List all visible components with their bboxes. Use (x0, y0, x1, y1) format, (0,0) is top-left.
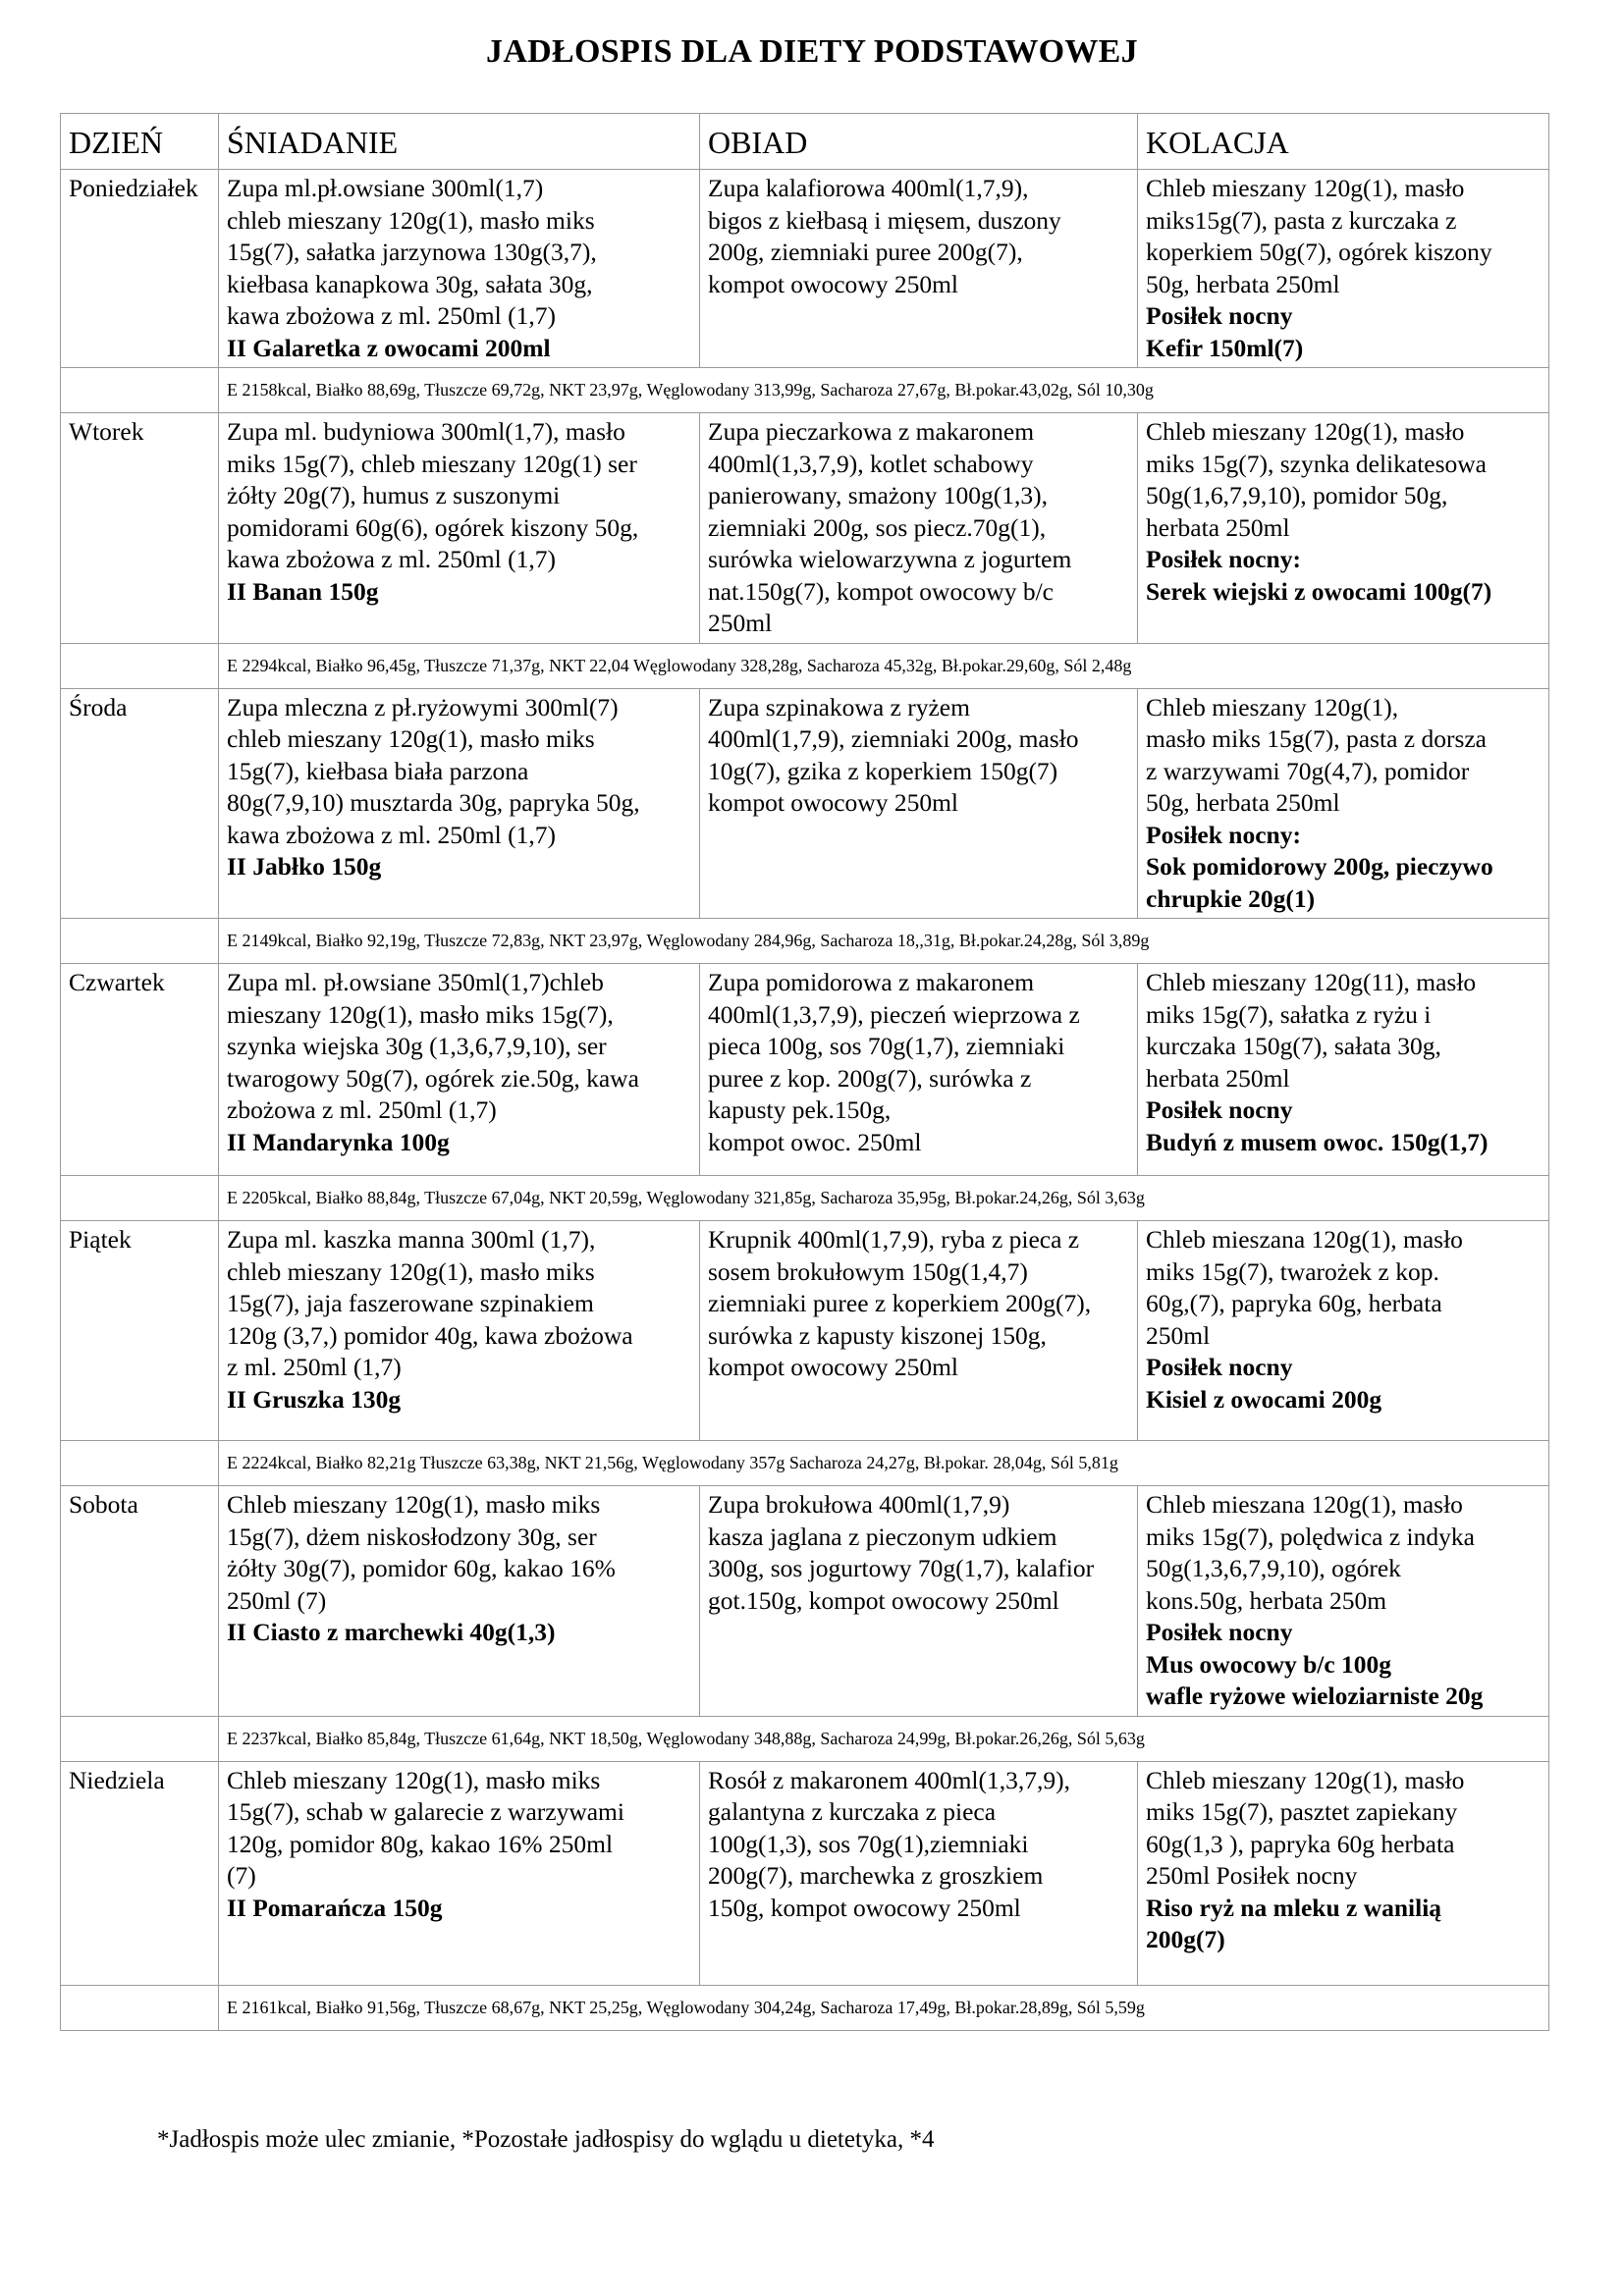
nutrition-row (61, 919, 1549, 964)
dinner-line: Riso ryż na mleku z wanilią (1146, 1893, 1442, 1922)
day-name: Wtorek (61, 413, 219, 644)
dinner-line: Chleb mieszany 120g(1), masło (1146, 174, 1465, 202)
dinner-line: 50g, herbata 250ml (1146, 269, 1340, 298)
breakfast-cell (219, 1761, 700, 1985)
lunch-line: kompot owocowy 250ml (708, 788, 958, 817)
lunch-line: Rosół z makaronem 400ml(1,3,7,9), (708, 1765, 1070, 1794)
header-breakfast: ŚNIADANIE (219, 114, 700, 170)
dinner-line: Posiłek nocny (1146, 1095, 1293, 1124)
dinner-line: 60g(1,3 ), papryka 60g herbata (1146, 1829, 1455, 1858)
footer-note: *Jadłospis może ulec zmianie, *Pozostałe jadłospisy do wglądu u dietetyka, *4 (157, 2126, 935, 2153)
page-title: JADŁOSPIS DLA DIETY PODSTAWOWEJ (486, 33, 1138, 70)
breakfast-cell (219, 413, 700, 644)
nutrition-spacer (61, 1176, 219, 1221)
dinner-cell (1138, 964, 1549, 1176)
lunch-line: surówka z kapusty kiszonej 150g, (708, 1320, 1047, 1350)
breakfast-cell (219, 688, 700, 919)
dinner-line: 60g,(7), papryka 60g, herbata (1146, 1289, 1442, 1317)
lunch-line: kompot owoc. 250ml (708, 1127, 922, 1156)
day-name: Środa (61, 688, 219, 919)
lunch-line: kompot owocowy 250ml (708, 1353, 958, 1381)
dinner-line: Posiłek nocny (1146, 1618, 1293, 1646)
dinner-line: kurczaka 150g(7), sałata 30g, (1146, 1032, 1441, 1060)
dinner-line: Chleb mieszany 120g(11), masło (1146, 968, 1477, 996)
dinner-line: Posiłek nocny (1146, 301, 1293, 330)
breakfast-line: 15g(7), schab w galarecie z warzywami (227, 1797, 624, 1826)
nutrition-summary: E 2205kcal, Białko 88,84g, Tłuszcze 67,04g, NKT 20,59g, Węglowodany 321,85g, Sacharoza 35,95g, Bł.pokar.24,26g, Sól 3,63g (219, 1176, 1549, 1221)
breakfast-line: kawa zbożowa z ml. 250ml (1,7) (227, 820, 556, 849)
dinner-line: Budyń z musem owoc. 150g(1,7) (1146, 1127, 1489, 1156)
breakfast-line: kiełbasa kanapkowa 30g, sałata 30g, (227, 269, 593, 298)
lunch-line: bigos z kiełbasą i mięsem, duszony (708, 205, 1061, 235)
nutrition-summary: E 2149kcal, Białko 92,19g, Tłuszcze 72,83g, NKT 23,97g, Węglowodany 284,96g, Sacharoza 18,,31g, Bł.pokar.24,28g, Sól 3,89g (219, 919, 1549, 964)
breakfast-line: Zupa ml. kaszka manna 300ml (1,7), (227, 1225, 596, 1254)
breakfast-line: 15g(7), jaja faszerowane szpinakiem (227, 1289, 594, 1317)
lunch-line: 400ml(1,3,7,9), kotlet schabowy (708, 449, 1034, 478)
nutrition-row (61, 1985, 1549, 2030)
dinner-line: herbata 250ml (1146, 1063, 1290, 1093)
dinner-line: Chleb mieszana 120g(1), masło (1146, 1490, 1463, 1519)
breakfast-line: II Gruszka 130g (227, 1384, 402, 1414)
breakfast-line: II Galaretka z owocami 200ml (227, 333, 551, 362)
dinner-line: Kisiel z owocami 200g (1146, 1384, 1382, 1414)
breakfast-line: chleb mieszany 120g(1), masło miks (227, 205, 595, 235)
dinner-line: Chleb mieszany 120g(1), masło (1146, 417, 1465, 446)
lunch-line: got.150g, kompot owocowy 250ml (708, 1585, 1059, 1615)
breakfast-line: II Ciasto z marchewki 40g(1,3) (227, 1618, 556, 1646)
dinner-line: masło miks 15g(7), pasta z dorsza (1146, 724, 1488, 753)
breakfast-line: Zupa mleczna z pł.ryżowymi 300ml(7) (227, 692, 619, 721)
dinner-line: Mus owocowy b/c 100g (1146, 1649, 1392, 1679)
breakfast-cell (219, 1221, 700, 1441)
day-row (61, 170, 1549, 368)
dinner-line: z warzywami 70g(4,7), pomidor (1146, 756, 1470, 785)
nutrition-summary: E 2161kcal, Białko 91,56g, Tłuszcze 68,67g, NKT 25,25g, Węglowodany 304,24g, Sacharoza 17,49g, Bł.pokar.28,89g, Sól 5,59g (219, 1985, 1549, 2030)
lunch-line: pieca 100g, sos 70g(1,7), ziemniaki (708, 1032, 1065, 1060)
lunch-line: 200g, ziemniaki puree 200g(7), (708, 238, 1023, 266)
dinner-line: miks 15g(7), sałatka z ryżu i (1146, 999, 1432, 1029)
lunch-cell (700, 964, 1138, 1176)
day-name: Niedziela (61, 1761, 219, 1985)
nutrition-row (61, 1176, 1549, 1221)
breakfast-line: II Pomarańcza 150g (227, 1893, 443, 1922)
nutrition-spacer (61, 919, 219, 964)
dinner-line: 50g(1,3,6,7,9,10), ogórek (1146, 1554, 1401, 1582)
breakfast-line: 15g(7), sałatka jarzynowa 130g(3,7), (227, 238, 597, 266)
dinner-line: 250ml (1146, 1320, 1211, 1350)
lunch-line: 400ml(1,3,7,9), pieczeń wieprzowa z (708, 999, 1080, 1029)
lunch-line: 150g, kompot owocowy 250ml (708, 1893, 1021, 1922)
breakfast-line: 120g (3,7,) pomidor 40g, kawa zbożowa (227, 1320, 633, 1350)
dinner-line: Kefir 150ml(7) (1146, 333, 1304, 362)
dinner-cell (1138, 1761, 1549, 1985)
menu-body (61, 170, 1549, 2031)
dinner-line: Sok pomidorowy 200g, pieczywo (1146, 852, 1493, 881)
breakfast-line: 15g(7), dżem niskosłodzony 30g, ser (227, 1522, 597, 1551)
header-day: DZIEŃ (61, 114, 219, 170)
lunch-line: Zupa kalafiorowa 400ml(1,7,9), (708, 174, 1029, 202)
header-row (61, 114, 1549, 170)
nutrition-spacer (61, 1441, 219, 1486)
lunch-line: galantyna z kurczaka z pieca (708, 1797, 997, 1826)
dinner-line: 50g(1,6,7,9,10), pomidor 50g, (1146, 481, 1448, 509)
dinner-cell (1138, 1221, 1549, 1441)
nutrition-spacer (61, 1985, 219, 2030)
header-lunch: OBIAD (700, 114, 1138, 170)
lunch-line: ziemniaki puree z koperkiem 200g(7), (708, 1289, 1092, 1317)
nutrition-row (61, 1441, 1549, 1486)
dinner-line: Chleb mieszany 120g(1), (1146, 692, 1399, 721)
lunch-cell (700, 413, 1138, 644)
breakfast-line: szynka wiejska 30g (1,3,6,7,9,10), ser (227, 1032, 607, 1060)
breakfast-line: II Mandarynka 100g (227, 1127, 450, 1156)
lunch-line: 200g(7), marchewka z groszkiem (708, 1861, 1044, 1890)
nutrition-summary: E 2158kcal, Białko 88,69g, Tłuszcze 69,72g, NKT 23,97g, Węglowodany 313,99g, Sacharoza 27,67g, Bł.pokar.43,02g, Sól 10,30g (219, 368, 1549, 413)
breakfast-cell (219, 170, 700, 368)
lunch-line: ziemniaki 200g, sos piecz.70g(1), (708, 512, 1047, 542)
nutrition-row (61, 643, 1549, 688)
day-name: Poniedziałek (61, 170, 219, 368)
dinner-cell (1138, 413, 1549, 644)
day-row (61, 964, 1549, 1176)
lunch-line: puree z kop. 200g(7), surówka z (708, 1063, 1032, 1093)
dinner-line: miks 15g(7), polędwica z indyka (1146, 1522, 1475, 1551)
day-name: Sobota (61, 1486, 219, 1717)
lunch-line: kompot owocowy 250ml (708, 269, 958, 298)
breakfast-line: chleb mieszany 120g(1), masło miks (227, 724, 595, 753)
lunch-line: kapusty pek.150g, (708, 1095, 892, 1124)
nutrition-summary: E 2224kcal, Białko 82,21g Tłuszcze 63,38g, NKT 21,56g, Węglowodany 357g Sacharoza 24,27g, Bł.pokar. 28,04g, Sól 5,81g (219, 1441, 1549, 1486)
lunch-line: 400ml(1,7,9), ziemniaki 200g, masło (708, 724, 1079, 753)
day-row (61, 1486, 1549, 1717)
lunch-line: 250ml (708, 609, 773, 637)
breakfast-line: pomidorami 60g(6), ogórek kiszony 50g, (227, 512, 639, 542)
dinner-line: Posiłek nocny: (1146, 820, 1301, 849)
lunch-cell (700, 170, 1138, 368)
lunch-line: nat.150g(7), kompot owocowy b/c (708, 576, 1054, 606)
lunch-line: sosem brokułowym 150g(1,4,7) (708, 1256, 1028, 1286)
breakfast-line: żółty 20g(7), humus z suszonymi (227, 481, 561, 509)
lunch-line: 10g(7), gzika z koperkiem 150g(7) (708, 756, 1058, 785)
breakfast-line: 250ml (7) (227, 1585, 327, 1615)
dinner-line: 200g(7) (1146, 1925, 1225, 1953)
breakfast-line: mieszany 120g(1), masło miks 15g(7), (227, 999, 614, 1029)
lunch-cell (700, 1761, 1138, 1985)
breakfast-cell (219, 964, 700, 1176)
nutrition-summary: E 2294kcal, Białko 96,45g, Tłuszcze 71,37g, NKT 22,04 Węglowodany 328,28g, Sacharoza 45,32g, Bł.pokar.29,60g, Sól 2,48g (219, 643, 1549, 688)
dinner-line: Chleb mieszana 120g(1), masło (1146, 1225, 1463, 1254)
lunch-line: Krupnik 400ml(1,7,9), ryba z pieca z (708, 1225, 1080, 1254)
breakfast-line: z ml. 250ml (1,7) (227, 1353, 402, 1381)
lunch-line: kasza jaglana z pieczonym udkiem (708, 1522, 1057, 1551)
dinner-line: herbata 250ml (1146, 512, 1290, 542)
dinner-line: miks15g(7), pasta z kurczaka z (1146, 205, 1457, 235)
breakfast-line: Zupa ml.pł.owsiane 300ml(1,7) (227, 174, 544, 202)
header-dinner: KOLACJA (1138, 114, 1549, 170)
dinner-line: 250ml Posiłek nocny (1146, 1861, 1358, 1890)
dinner-line: Posiłek nocny: (1146, 545, 1301, 573)
nutrition-row (61, 1716, 1549, 1761)
lunch-cell (700, 1486, 1138, 1717)
dinner-cell (1138, 688, 1549, 919)
day-name: Czwartek (61, 964, 219, 1176)
breakfast-line: 120g, pomidor 80g, kakao 16% 250ml (227, 1829, 614, 1858)
day-name: Piątek (61, 1221, 219, 1441)
breakfast-line: (7) (227, 1861, 256, 1890)
lunch-line: 300g, sos jogurtowy 70g(1,7), kalafior (708, 1554, 1095, 1582)
lunch-line: panierowany, smażony 100g(1,3), (708, 481, 1049, 509)
breakfast-line: II Jabłko 150g (227, 852, 382, 881)
day-row (61, 688, 1549, 919)
breakfast-line: 80g(7,9,10) musztarda 30g, papryka 50g, (227, 788, 640, 817)
menu-table (60, 113, 1549, 2031)
breakfast-line: kawa zbożowa z ml. 250ml (1,7) (227, 545, 556, 573)
breakfast-line: kawa zbożowa z ml. 250ml (1,7) (227, 301, 556, 330)
lunch-line: Zupa pomidorowa z makaronem (708, 968, 1035, 996)
nutrition-summary: E 2237kcal, Białko 85,84g, Tłuszcze 61,64g, NKT 18,50g, Węglowodany 348,88g, Sacharoza 24,99g, Bł.pokar.26,26g, Sól 5,63g (219, 1716, 1549, 1761)
dinner-line: 50g, herbata 250ml (1146, 788, 1340, 817)
dinner-line: Chleb mieszany 120g(1), masło (1146, 1765, 1465, 1794)
day-row (61, 1761, 1549, 1985)
lunch-line: surówka wielowarzywna z jogurtem (708, 545, 1072, 573)
lunch-cell (700, 1221, 1138, 1441)
nutrition-spacer (61, 643, 219, 688)
lunch-cell (700, 688, 1138, 919)
nutrition-row (61, 368, 1549, 413)
lunch-line: Zupa brokułowa 400ml(1,7,9) (708, 1490, 1010, 1519)
day-row (61, 413, 1549, 644)
breakfast-line: Chleb mieszany 120g(1), masło miks (227, 1490, 601, 1519)
breakfast-line: Chleb mieszany 120g(1), masło miks (227, 1765, 601, 1794)
dinner-line: chrupkie 20g(1) (1146, 883, 1316, 913)
dinner-line: miks 15g(7), pasztet zapiekany (1146, 1797, 1458, 1826)
dinner-line: Posiłek nocny (1146, 1353, 1293, 1381)
nutrition-spacer (61, 1716, 219, 1761)
breakfast-line: twarogowy 50g(7), ogórek zie.50g, kawa (227, 1063, 639, 1093)
dinner-line: Serek wiejski z owocami 100g(7) (1146, 576, 1492, 606)
dinner-line: kons.50g, herbata 250m (1146, 1585, 1387, 1615)
lunch-line: Zupa szpinakowa z ryżem (708, 692, 970, 721)
breakfast-line: zbożowa z ml. 250ml (1,7) (227, 1095, 497, 1124)
dinner-line: wafle ryżowe wieloziarniste 20g (1146, 1682, 1484, 1710)
breakfast-line: Zupa ml. pł.owsiane 350ml(1,7)chleb (227, 968, 604, 996)
nutrition-spacer (61, 368, 219, 413)
dinner-line: miks 15g(7), szynka delikatesowa (1146, 449, 1488, 478)
breakfast-line: Zupa ml. budyniowa 300ml(1,7), masło (227, 417, 625, 446)
breakfast-line: 15g(7), kiełbasa biała parzona (227, 756, 529, 785)
breakfast-line: II Banan 150g (227, 576, 379, 606)
dinner-line: koperkiem 50g(7), ogórek kiszony (1146, 238, 1492, 266)
day-row (61, 1221, 1549, 1441)
lunch-line: 100g(1,3), sos 70g(1),ziemniaki (708, 1829, 1029, 1858)
breakfast-line: miks 15g(7), chleb mieszany 120g(1) ser (227, 449, 637, 478)
breakfast-line: żółty 30g(7), pomidor 60g, kakao 16% (227, 1554, 616, 1582)
lunch-line: Zupa pieczarkowa z makaronem (708, 417, 1035, 446)
breakfast-line: chleb mieszany 120g(1), masło miks (227, 1256, 595, 1286)
dinner-cell (1138, 170, 1549, 368)
dinner-cell (1138, 1486, 1549, 1717)
dinner-line: miks 15g(7), twarożek z kop. (1146, 1256, 1439, 1286)
breakfast-cell (219, 1486, 700, 1717)
